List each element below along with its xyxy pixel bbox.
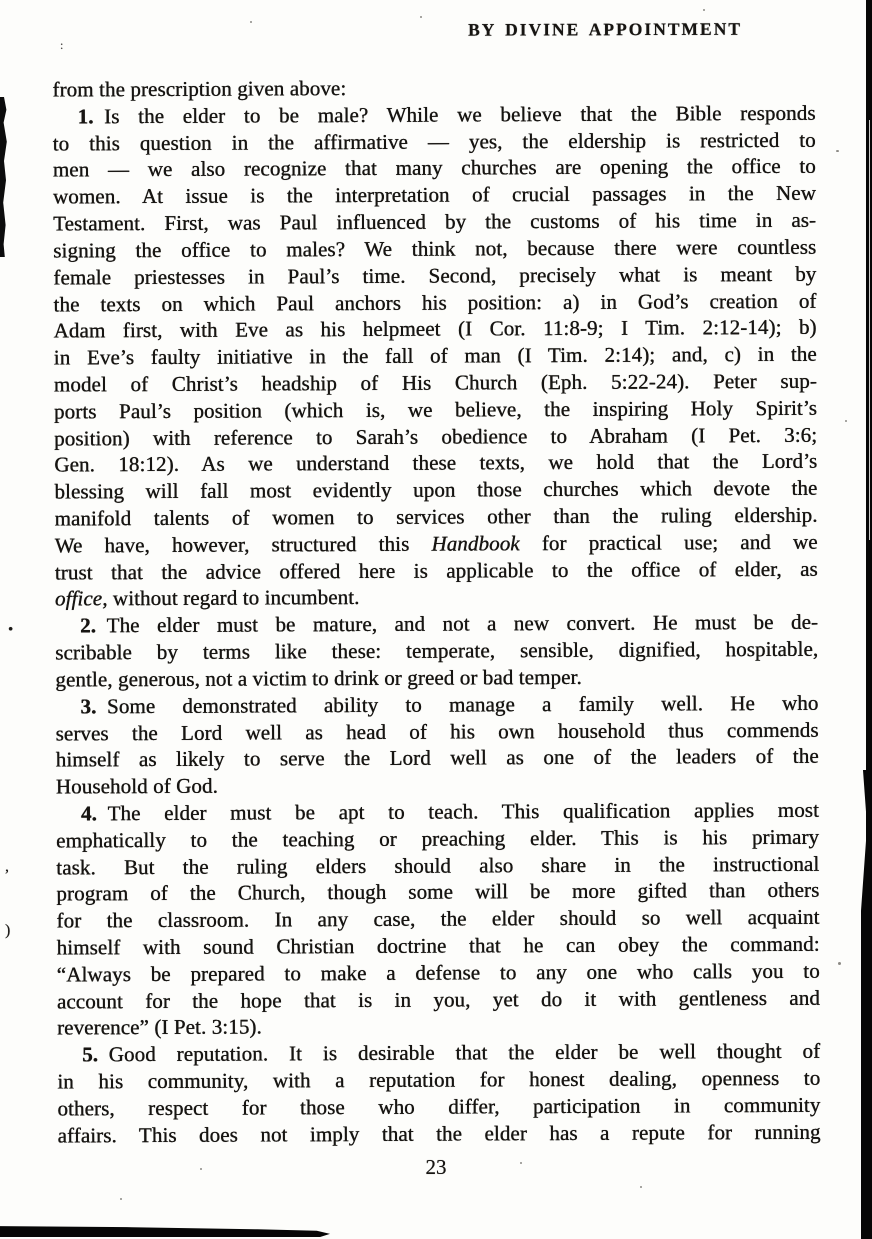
scan-noise-dot [200,1168,202,1170]
text-line: “Always be prepared to make a defense to any one who calls you to [56,958,820,987]
scan-noise-dot [703,9,705,11]
text-line: 1. Is the elder to be male? While we believe that the Bible responds [77,100,816,129]
text-line: We have, however, structured this Handbook for practical use; and we [54,529,818,558]
scan-noise-dot [420,16,422,18]
text-line: signing the office to males? We think not, because there were countless [53,234,817,263]
text-line: affairs. This does not imply that the elder has a repute for running [57,1119,821,1148]
text-line: account for the hope that is in you, yet do it with gentleness and [56,985,820,1014]
text-line: Adam first, with Eve as his helpmeet (I Cor. 11:8-9; I Tim. 2:12-14); b) [53,315,817,343]
paragraph-continuation [52,73,815,104]
text-line: men — we also recognize that many churches are opening the office to [52,154,816,182]
text-line: Gen. 18:12). As we understand these texts, we hold that the Lord’s [54,449,818,477]
scan-noise-dot [838,962,841,965]
paragraph-2 [55,609,818,693]
text-line: trust that the advice offered here is applicable to the office of elder, as [54,556,818,585]
scan-noise-dot [120,1198,122,1200]
paragraph-1 [53,100,818,613]
margin-comma-mark: , [5,858,9,875]
text-line: Testament. First, was Paul influenced by the customs of his time in as- [53,207,817,236]
text-line: 2. The elder must be mature, and not a new convert. He must be de- [80,610,819,638]
scan-edge-bar-right-lower [861,770,872,1239]
text-line: female priestesses in Paul’s time. Second, precisely what is meant by [53,261,817,290]
paragraph-3 [55,689,819,800]
scan-edge-slit [869,120,870,540]
running-header-title: BY DIVINE APPOINTMENT [468,18,743,40]
margin-dot-mark: • [8,622,14,638]
text-line: manifold talents of women to services other than the ruling eldership. [54,502,818,531]
text-line: himself with sound Christian doctrine that he can obey the command: [56,931,820,960]
text-line: 3. Some demonstrated ability to manage a family well. He who [80,690,819,719]
text-line: emphatically to the teaching or preaching elder. This is his primary [56,824,820,853]
text-line: to this question in the affirmative — yes, the eldership is restricted to [52,127,816,156]
text-line: women. At issue is the interpretation of crucial passages in the New [52,181,817,209]
scan-edge-bar-bottom [0,1223,330,1237]
scan-edge-streak-left [0,97,8,257]
page-number: 23 [425,1155,447,1179]
text-line: program of the Church, though some will be more gifted than others [56,878,820,906]
margin-paren-mark: ) [5,922,11,939]
scan-noise-dot [640,1186,642,1188]
text-line: gentle, generous, not a victim to drink or greed or bad temper. [55,664,582,692]
text-line: task. But the ruling elders should also share in the instructional [56,851,820,880]
text-line: Household of God. [55,773,219,799]
scan-noise-dot [845,420,847,422]
text-line: in Eve’s faulty initiative in the fall of man (I Tim. 2:14); and, c) in the [53,341,817,370]
scan-noise-dot [836,150,839,152]
text-line: the texts on which Paul anchors his position: a) in God’s creation of [53,288,817,316]
paragraph-4 [56,797,820,1042]
text-line: scribable by terms like these: temperate, sensible, dignified, hospitable, [55,636,819,665]
text-line: ports Paul’s position (which is, we believe, the inspiring Holy Spirit’s [53,395,818,424]
text-line: 5. Good reputation. It is desirable that the elder be well thought of [82,1039,821,1067]
text-line: office, without regard to incumbent. [54,585,360,611]
paragraph-5 [57,1038,821,1149]
scan-noise-dot [250,21,252,23]
text-line: others, respect for those who differ, participation in community [57,1092,821,1121]
text-line: for the classroom. In any case, the elder should so well acquaint [56,904,820,933]
text-line: reverence” (I Pet. 3:15). [56,1014,262,1040]
text-block [52,73,820,1149]
text-line: in his community, with a reputation for honest dealing, openness to [57,1065,821,1094]
text-line: 4. The elder must be apt to teach. This qualification applies most [80,797,820,826]
text-line: blessing will fall most evidently upon those churches which devote the [54,475,818,504]
text-line: himself as likely to serve the Lord well as one of the leaders of the [55,744,819,772]
text-line: serves the Lord well as head of his own household thus commends [55,717,819,745]
text-line: position) with reference to Sarah’s obedience to Abraham (I Pet. 3:6; [54,422,818,451]
scan-noise-dot [520,1162,522,1164]
text-line: from the prescription given above: [52,76,347,102]
text-line: model of Christ’s headship of His Church (Eph. 5:22-24). Peter sup- [53,368,817,397]
margin-colon-mark: : [60,38,64,52]
